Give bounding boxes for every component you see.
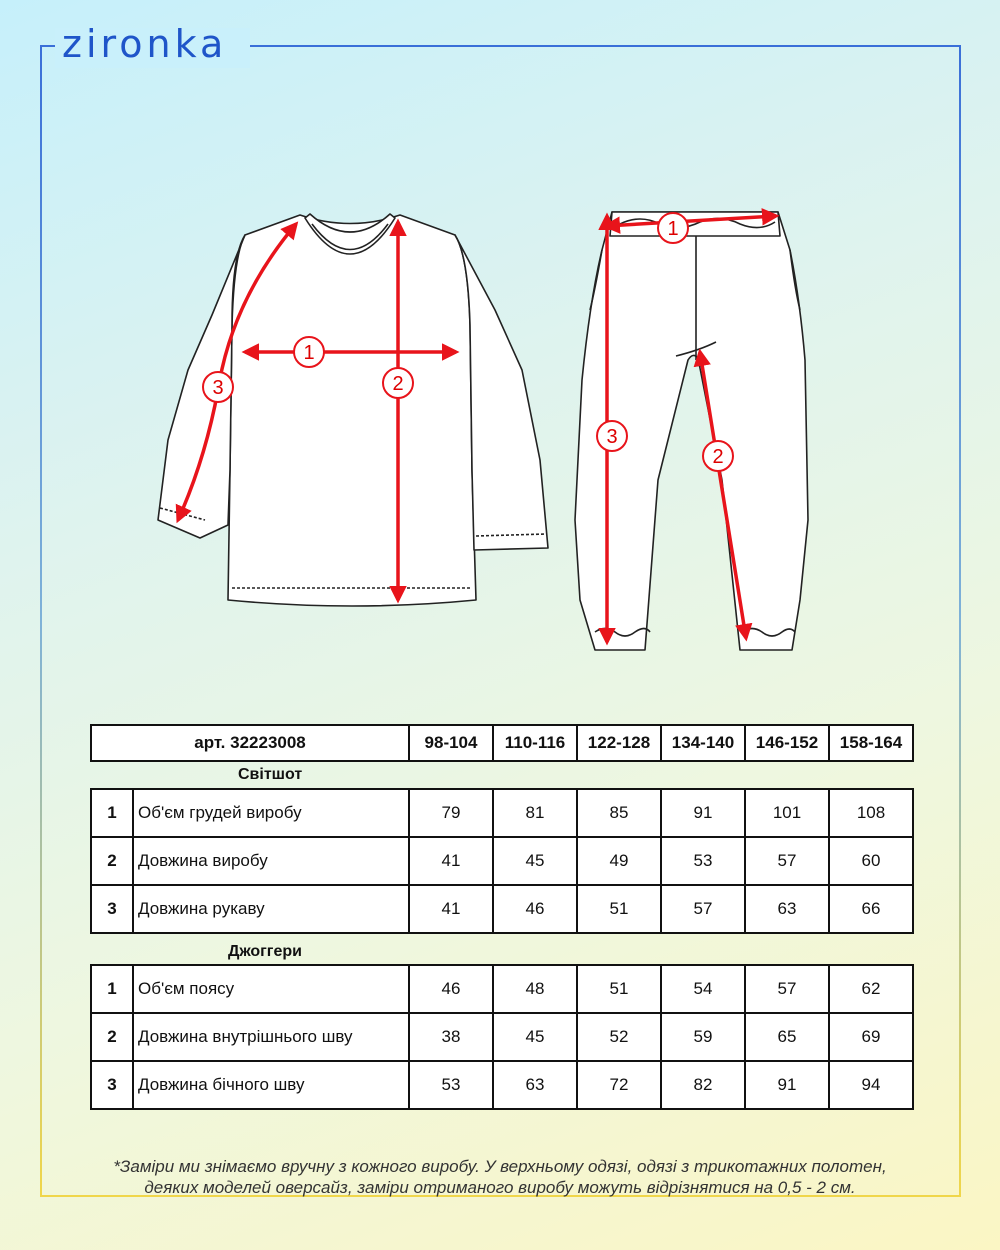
measurement-value: 57 bbox=[745, 965, 829, 1013]
size-header-table bbox=[90, 724, 914, 762]
measurement-label: Довжина внутрішнього шву bbox=[133, 1013, 409, 1061]
joggers-marker-1: 1 bbox=[667, 218, 679, 240]
measurement-value: 57 bbox=[661, 885, 745, 933]
measurement-value: 45 bbox=[493, 1013, 577, 1061]
measurement-value: 62 bbox=[829, 965, 913, 1013]
article-number: арт. 32223008 bbox=[91, 725, 409, 761]
measurement-value: 57 bbox=[745, 837, 829, 885]
measurement-value: 54 bbox=[661, 965, 745, 1013]
size-column-header: 122-128 bbox=[577, 725, 661, 761]
joggers-marker-2: 2 bbox=[712, 446, 724, 468]
measurement-value: 101 bbox=[745, 789, 829, 837]
measurement-value: 94 bbox=[829, 1061, 913, 1109]
measurement-value: 38 bbox=[409, 1013, 493, 1061]
measurement-value: 59 bbox=[661, 1013, 745, 1061]
size-column-header: 98-104 bbox=[409, 725, 493, 761]
measurement-label: Довжина бічного шву bbox=[133, 1061, 409, 1109]
measurement-label: Довжина виробу bbox=[133, 837, 409, 885]
measurement-value: 72 bbox=[577, 1061, 661, 1109]
table-row bbox=[91, 789, 913, 837]
note-line-1: *Заміри ми знімаємо вручну з кожного виробу. У верхньому одязі, одязі з трикотажних полотен, bbox=[113, 1157, 887, 1176]
table-row bbox=[91, 885, 913, 933]
row-number: 2 bbox=[91, 1013, 133, 1061]
brand-logo: zironka bbox=[62, 22, 228, 66]
row-number: 2 bbox=[91, 837, 133, 885]
measurement-value: 63 bbox=[493, 1061, 577, 1109]
measurement-value: 69 bbox=[829, 1013, 913, 1061]
size-column-header: 146-152 bbox=[745, 725, 829, 761]
measurement-value: 52 bbox=[577, 1013, 661, 1061]
row-number: 1 bbox=[91, 965, 133, 1013]
size-column-header: 158-164 bbox=[829, 725, 913, 761]
measurement-value: 91 bbox=[745, 1061, 829, 1109]
joggers-measurements-table bbox=[90, 964, 914, 1110]
section-title-sweatshirt: Світшот bbox=[238, 766, 303, 783]
measurement-value: 60 bbox=[829, 837, 913, 885]
measurement-value: 63 bbox=[745, 885, 829, 933]
sweatshirt-drawing bbox=[158, 214, 548, 606]
table-row bbox=[91, 1061, 913, 1109]
sweatshirt-measurements-table bbox=[90, 788, 914, 934]
measurement-note bbox=[50, 1156, 950, 1198]
sweatshirt-body bbox=[228, 215, 476, 606]
measurement-value: 51 bbox=[577, 965, 661, 1013]
sweatshirt-marker-1: 1 bbox=[303, 342, 315, 364]
measurement-value: 49 bbox=[577, 837, 661, 885]
measurement-value: 53 bbox=[661, 837, 745, 885]
size-column-header: 134-140 bbox=[661, 725, 745, 761]
note-line-2: деяких моделей оверсайз, заміри отриманого виробу можуть відрізнятися на 0,5 - 2 см. bbox=[144, 1178, 856, 1197]
measurement-label: Об'єм поясу bbox=[133, 965, 409, 1013]
measurement-value: 91 bbox=[661, 789, 745, 837]
row-number: 3 bbox=[91, 1061, 133, 1109]
measurement-value: 108 bbox=[829, 789, 913, 837]
size-column-header: 110-116 bbox=[493, 725, 577, 761]
sweatshirt-marker-2: 2 bbox=[392, 373, 404, 395]
row-number: 1 bbox=[91, 789, 133, 837]
measurement-label: Об'єм грудей виробу bbox=[133, 789, 409, 837]
row-number: 3 bbox=[91, 885, 133, 933]
measurement-value: 79 bbox=[409, 789, 493, 837]
measurement-value: 85 bbox=[577, 789, 661, 837]
joggers-marker-3: 3 bbox=[606, 426, 618, 448]
size-header-row bbox=[91, 725, 913, 761]
measurement-label: Довжина рукаву bbox=[133, 885, 409, 933]
measurement-value: 82 bbox=[661, 1061, 745, 1109]
measurement-value: 46 bbox=[409, 965, 493, 1013]
measurement-value: 51 bbox=[577, 885, 661, 933]
table-row bbox=[91, 1013, 913, 1061]
measurement-value: 48 bbox=[493, 965, 577, 1013]
table-row bbox=[91, 837, 913, 885]
measurement-value: 53 bbox=[409, 1061, 493, 1109]
section-title-joggers: Джоггери bbox=[228, 943, 302, 960]
measurement-value: 66 bbox=[829, 885, 913, 933]
measurement-value: 41 bbox=[409, 885, 493, 933]
measurement-value: 81 bbox=[493, 789, 577, 837]
measurement-value: 46 bbox=[493, 885, 577, 933]
table-row bbox=[91, 965, 913, 1013]
measurement-value: 45 bbox=[493, 837, 577, 885]
measurement-value: 41 bbox=[409, 837, 493, 885]
measurement-value: 65 bbox=[745, 1013, 829, 1061]
sweatshirt-marker-3: 3 bbox=[212, 377, 224, 399]
